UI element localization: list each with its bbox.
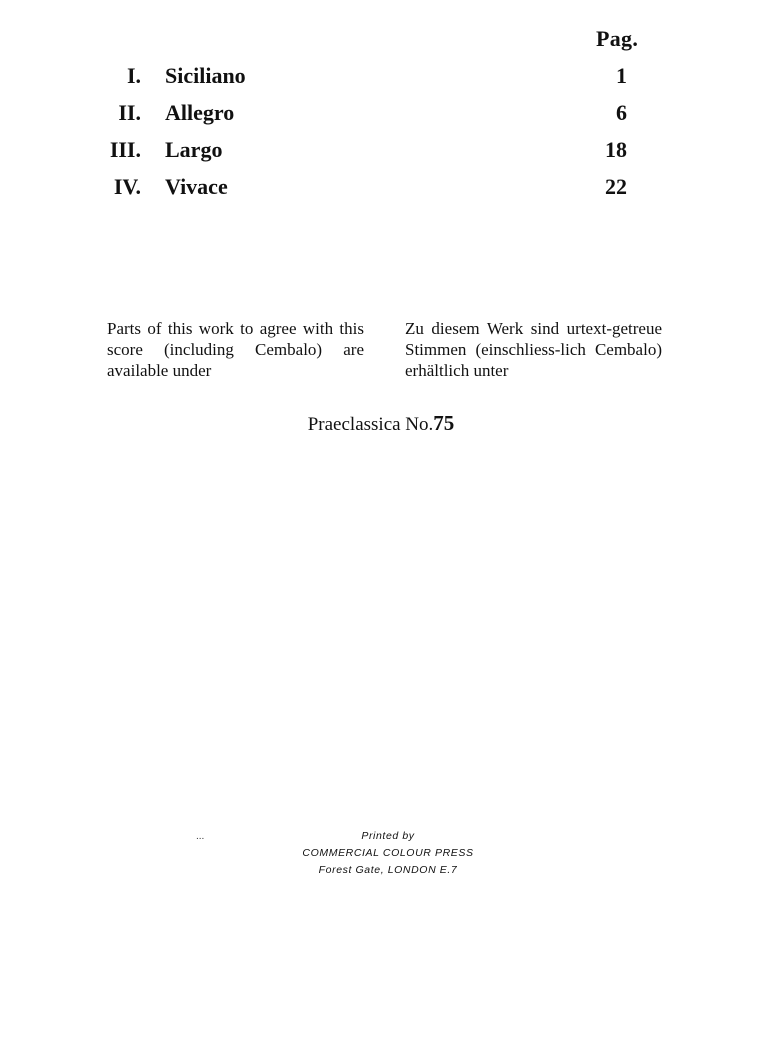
series-number: 75 [433,411,455,435]
movement-title: Largo [165,137,223,162]
page-column-header: Pag. [596,26,639,51]
movement-title: Allegro [165,100,235,125]
movement-title: Siciliano [165,63,246,88]
printer-address: Forest Gate, LONDON E.7 [318,864,458,876]
movement-row [0,100,762,130]
movement-page: 1 [616,63,627,88]
printer-imprint [0,828,762,879]
movement-number: I. [126,63,141,88]
movement-page: 6 [616,100,627,125]
movement-number: II. [118,100,141,125]
movement-page: 18 [605,137,627,162]
movement-title: Vivace [165,174,228,199]
movement-number: III. [109,137,141,162]
printer-name: COMMERCIAL COLOUR PRESS [302,847,474,859]
movement-row [0,63,762,93]
series-reference [0,411,762,436]
movement-page: 22 [605,174,627,199]
movement-row [0,174,762,204]
series-name: Praeclassica No. [307,414,434,435]
movement-row [0,137,762,167]
parts-note-german: Zu diesem Werk sind urtext-getreue Stimmen (einschliess-lich Cembalo) erhältlich unter [405,319,662,380]
ellipsis-mark: ... [196,831,205,842]
printed-by-label: Printed by [361,830,415,842]
movement-number: IV. [113,174,141,199]
parts-note-english: Parts of this work to agree with this score (including Cembalo) are available under [107,319,364,380]
